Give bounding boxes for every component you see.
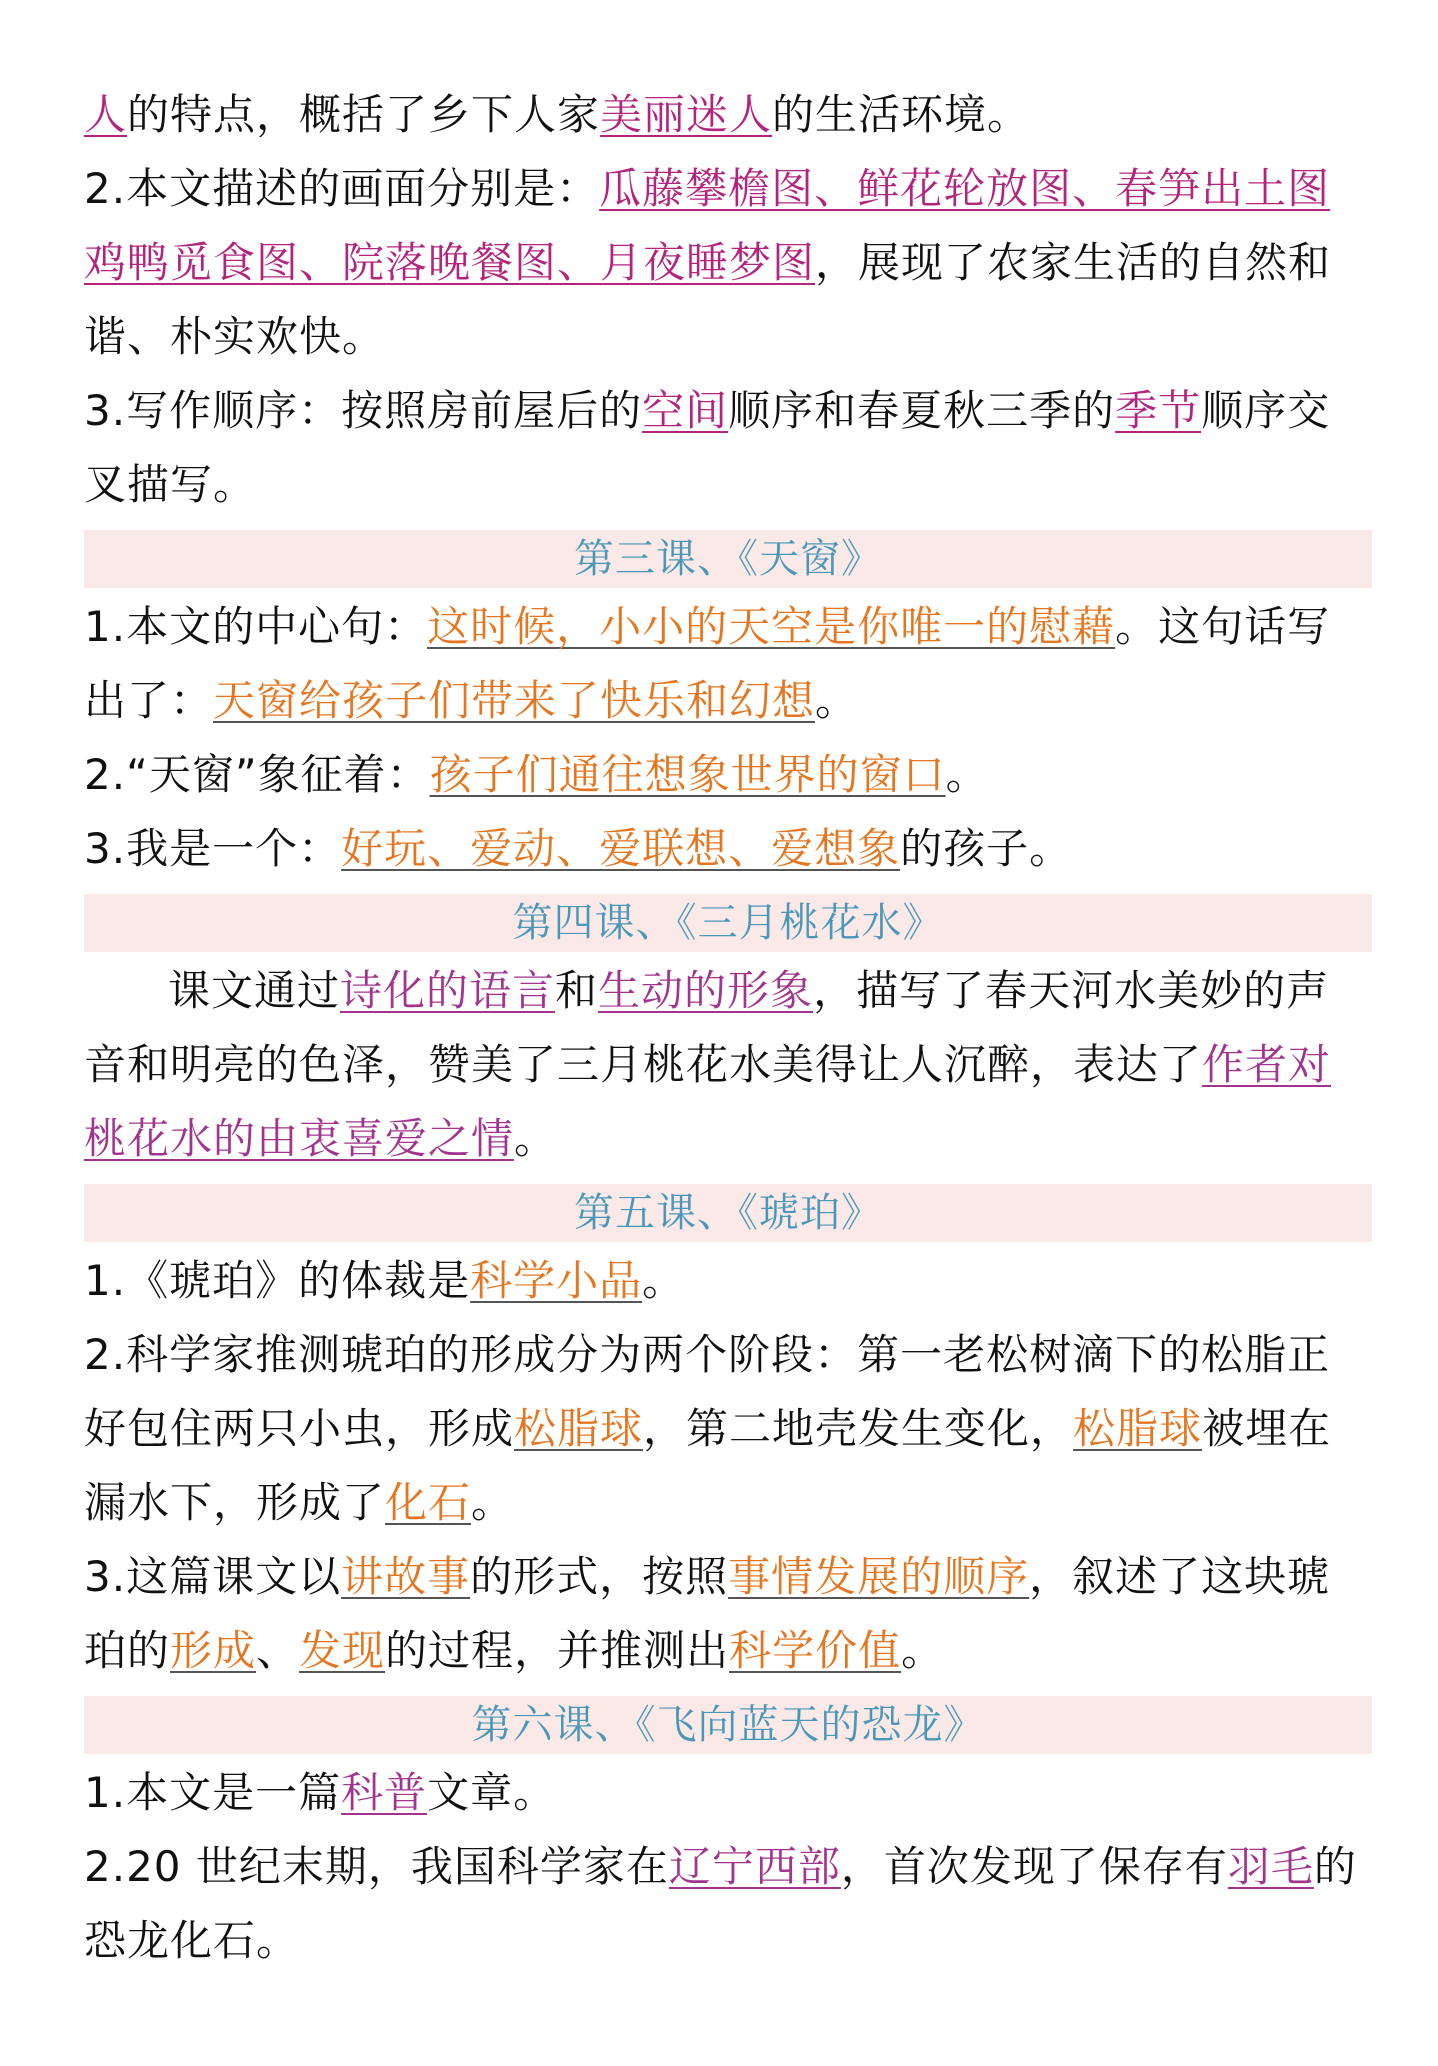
section-heading-lesson3: 第三课、《天窗》 — [84, 530, 1372, 588]
text-line — [84, 78, 1372, 152]
answer-text: 美丽迷人 — [600, 90, 773, 139]
body-text: 。这句话写 — [1115, 602, 1331, 651]
answer-text: 瓜藤攀檐图、鲜花轮放图、春笋出土图 — [599, 164, 1331, 213]
body-text: 2.20 世纪末期，我国科学家在 — [84, 1842, 669, 1891]
body-text: 顺序交 — [1201, 386, 1331, 435]
answer-text: 桃花水的由衷喜爱之情 — [84, 1114, 515, 1163]
answer-text: 空间 — [642, 386, 729, 435]
body-text: 谐、朴实欢快。 — [84, 312, 386, 361]
text-line — [84, 1904, 1372, 1978]
body-text: 的孩子。 — [900, 824, 1073, 873]
body-text: 。 — [642, 1256, 686, 1305]
body-text: 、 — [256, 1626, 300, 1675]
body-text: 的形式，按照 — [470, 1552, 729, 1601]
answer-text: 讲故事 — [341, 1552, 471, 1601]
body-text: ，第二地壳发生变化， — [643, 1404, 1074, 1453]
text-line — [84, 590, 1372, 664]
body-text: 顺序和春夏秋三季的 — [728, 386, 1116, 435]
body-text: 和 — [555, 966, 599, 1015]
text-line — [84, 1830, 1372, 1904]
answer-text: 这时候，小小的天空是你唯一的慰藉 — [427, 602, 1116, 651]
body-text: 3.这篇课文以 — [84, 1552, 342, 1601]
body-text: 的生活环境。 — [772, 90, 1031, 139]
body-text: 1.本文的中心句： — [84, 602, 428, 651]
answer-text: 辽宁西部 — [668, 1842, 841, 1891]
answer-text: 科学价值 — [729, 1626, 902, 1675]
body-text: 被埋在 — [1202, 1404, 1332, 1453]
answer-text: 事情发展的顺序 — [728, 1552, 1030, 1601]
answer-text: 形成 — [170, 1626, 257, 1675]
notes-page — [84, 78, 1372, 1978]
text-line — [84, 226, 1372, 300]
text-line — [84, 738, 1372, 812]
body-text: 2.“天窗”象征着： — [84, 750, 430, 799]
answer-text: 松脂球 — [514, 1404, 644, 1453]
answer-text: 鸡鸭觅食图、院落晚餐图、月夜睡梦图 — [84, 238, 816, 287]
body-text: 的过程，并推测出 — [385, 1626, 730, 1675]
text-line — [84, 1540, 1372, 1614]
body-text: 漏水下，形成了 — [84, 1478, 386, 1527]
section-heading-lesson5: 第五课、《琥珀》 — [84, 1184, 1372, 1242]
body-text: 。 — [514, 1114, 558, 1163]
answer-text: 季节 — [1115, 386, 1202, 435]
body-text: 的特点，概括了乡下人家 — [127, 90, 601, 139]
body-text: 3.写作顺序：按照房前屋后的 — [84, 386, 643, 435]
body-text: 文章。 — [427, 1768, 557, 1817]
answer-text: 松脂球 — [1073, 1404, 1203, 1453]
body-text: ，首次发现了保存有 — [840, 1842, 1228, 1891]
answer-text: 人 — [84, 90, 128, 139]
body-text: 出了： — [84, 676, 214, 725]
body-text: 1.本文是一篇 — [84, 1768, 342, 1817]
answer-text: 好玩、爱动、爱联想、爱想象 — [341, 824, 901, 873]
body-text: 珀的 — [84, 1626, 171, 1675]
body-text: 3.我是一个： — [84, 824, 342, 873]
text-line — [84, 1756, 1372, 1830]
text-line — [84, 1318, 1372, 1392]
body-text: ，描写了春天河水美妙的声 — [813, 966, 1330, 1015]
text-line — [84, 374, 1372, 448]
body-text: ，展现了农家生活的自然和 — [815, 238, 1332, 287]
text-line — [84, 1244, 1372, 1318]
answer-text: 作者对 — [1202, 1040, 1332, 1089]
text-line — [84, 448, 1372, 522]
text-line — [84, 1392, 1372, 1466]
body-text: ，叙述了这块琥 — [1029, 1552, 1331, 1601]
body-text: 音和明亮的色泽，赞美了三月桃花水美得让人沉醉，表达了 — [84, 1040, 1203, 1089]
text-line — [84, 1102, 1372, 1176]
body-text: 叉描写。 — [84, 460, 257, 509]
answer-text: 发现 — [299, 1626, 386, 1675]
body-text: 。 — [471, 1478, 515, 1527]
answer-text: 科学小品 — [470, 1256, 643, 1305]
body-text: 的 — [1313, 1842, 1357, 1891]
answer-text: 化石 — [385, 1478, 472, 1527]
answer-text: 科普 — [341, 1768, 428, 1817]
answer-text: 诗化的语言 — [340, 966, 556, 1015]
text-line — [84, 300, 1372, 374]
answer-text: 羽毛 — [1227, 1842, 1314, 1891]
text-line — [84, 1028, 1372, 1102]
body-text: 1.《琥珀》的体裁是 — [84, 1256, 471, 1305]
body-text: 课文通过 — [168, 966, 341, 1015]
body-text: 。 — [945, 750, 989, 799]
text-line — [84, 954, 1372, 1028]
answer-text: 天窗给孩子们带来了快乐和幻想 — [213, 676, 816, 725]
text-line — [84, 152, 1372, 226]
body-text: 2.科学家推测琥珀的形成分为两个阶段：第一老松树滴下的松脂正 — [84, 1330, 1331, 1379]
text-line — [84, 1614, 1372, 1688]
answer-text: 孩子们通往想象世界的窗口 — [429, 750, 946, 799]
body-text: 。 — [901, 1626, 945, 1675]
body-text: 。 — [815, 676, 859, 725]
body-text: 恐龙化石。 — [84, 1916, 300, 1965]
text-line — [84, 664, 1372, 738]
section-heading-lesson4: 第四课、《三月桃花水》 — [84, 894, 1372, 952]
section-heading-lesson6: 第六课、《飞向蓝天的恐龙》 — [84, 1696, 1372, 1754]
answer-text: 生动的形象 — [598, 966, 814, 1015]
body-text: 好包住两只小虫，形成 — [84, 1404, 515, 1453]
text-line — [84, 1466, 1372, 1540]
body-text: 2.本文描述的画面分别是： — [84, 164, 600, 213]
text-line — [84, 812, 1372, 886]
